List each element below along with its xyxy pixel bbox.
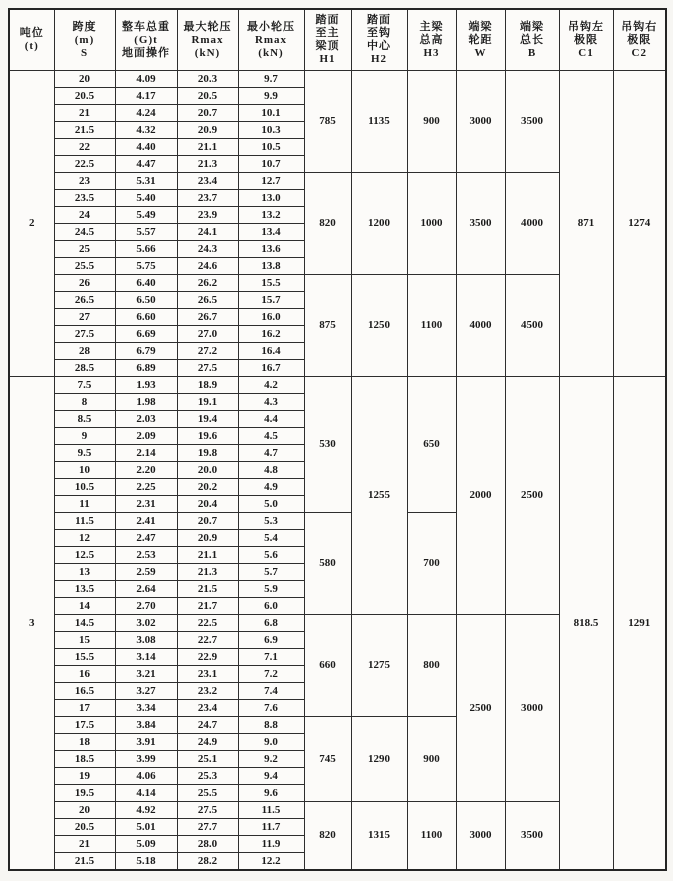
rmax-cell: 22.9: [177, 649, 238, 666]
table-row: [9, 71, 666, 88]
weight-cell: 5.01: [115, 819, 177, 836]
h2-merged-cell: 1275: [351, 615, 407, 717]
rmin-cell: 16.2: [238, 326, 304, 343]
column-header-span: [54, 9, 115, 71]
header-line: H2: [370, 53, 388, 65]
rmin-cell: 7.1: [238, 649, 304, 666]
tonnage-cell: 3: [9, 377, 54, 871]
rmax-cell: 19.8: [177, 445, 238, 462]
rmax-cell: 20.7: [177, 105, 238, 122]
rmin-cell: 5.4: [238, 530, 304, 547]
rmin-cell: 11.7: [238, 819, 304, 836]
weight-cell: 4.14: [115, 785, 177, 802]
weight-cell: 3.91: [115, 734, 177, 751]
weight-cell: 3.84: [115, 717, 177, 734]
rmin-cell: 10.5: [238, 139, 304, 156]
span-cell: 28: [54, 343, 115, 360]
weight-cell: 4.06: [115, 768, 177, 785]
w-merged-cell: 3000: [456, 71, 505, 173]
span-cell: 9.5: [54, 445, 115, 462]
rmin-cell: 16.4: [238, 343, 304, 360]
rmin-cell: 13.0: [238, 190, 304, 207]
header-line: 踏面: [315, 14, 340, 26]
rmax-cell: 28.0: [177, 836, 238, 853]
weight-cell: 3.14: [115, 649, 177, 666]
rmax-cell: 21.3: [177, 156, 238, 173]
span-cell: 25.5: [54, 258, 115, 275]
rmin-cell: 4.7: [238, 445, 304, 462]
b-merged-cell: 3500: [505, 802, 559, 871]
weight-cell: 2.14: [115, 445, 177, 462]
span-cell: 19.5: [54, 785, 115, 802]
weight-cell: 3.02: [115, 615, 177, 632]
rmax-cell: 25.5: [177, 785, 238, 802]
table-row: [9, 377, 666, 394]
rmin-cell: 12.2: [238, 853, 304, 871]
rmin-cell: 9.4: [238, 768, 304, 785]
column-header-h1: [304, 9, 351, 71]
column-header-weight: [115, 9, 177, 71]
rmin-cell: 11.5: [238, 802, 304, 819]
rmax-cell: 20.2: [177, 479, 238, 496]
rmax-cell: 27.5: [177, 360, 238, 377]
span-cell: 18: [54, 734, 115, 751]
rmax-cell: 23.2: [177, 683, 238, 700]
span-cell: 21.5: [54, 853, 115, 871]
header-line: 吊钩左: [568, 20, 604, 33]
span-cell: 21: [54, 105, 115, 122]
span-cell: 7.5: [54, 377, 115, 394]
rmax-cell: 23.9: [177, 207, 238, 224]
rmin-cell: 13.8: [238, 258, 304, 275]
span-cell: 15: [54, 632, 115, 649]
w-merged-cell: 3500: [456, 173, 505, 275]
column-header-h2: [351, 9, 407, 71]
weight-cell: 5.49: [115, 207, 177, 224]
weight-cell: 5.09: [115, 836, 177, 853]
span-cell: 17.5: [54, 717, 115, 734]
rmin-cell: 13.6: [238, 241, 304, 258]
rmin-cell: 4.4: [238, 411, 304, 428]
span-cell: 28.5: [54, 360, 115, 377]
rmax-cell: 20.4: [177, 496, 238, 513]
weight-cell: 6.79: [115, 343, 177, 360]
weight-cell: 6.60: [115, 309, 177, 326]
header-line: 轮距: [468, 33, 493, 46]
h1-merged-cell: 660: [304, 615, 351, 717]
span-cell: 16: [54, 666, 115, 683]
weight-cell: 2.03: [115, 411, 177, 428]
span-cell: 22.5: [54, 156, 115, 173]
weight-cell: 4.17: [115, 88, 177, 105]
weight-cell: 2.20: [115, 462, 177, 479]
rmax-cell: 27.0: [177, 326, 238, 343]
span-cell: 26.5: [54, 292, 115, 309]
header-line: 主梁: [419, 20, 444, 33]
rmin-cell: 10.7: [238, 156, 304, 173]
header-line: 踏面: [367, 14, 391, 26]
b-merged-cell: 4500: [505, 275, 559, 377]
rmax-cell: 20.7: [177, 513, 238, 530]
w-merged-cell: 2500: [456, 615, 505, 802]
b-merged-cell: 4000: [505, 173, 559, 275]
weight-cell: 1.93: [115, 377, 177, 394]
weight-cell: 3.34: [115, 700, 177, 717]
weight-cell: 5.66: [115, 241, 177, 258]
span-cell: 10.5: [54, 479, 115, 496]
rmin-cell: 5.0: [238, 496, 304, 513]
rmax-cell: 22.7: [177, 632, 238, 649]
header-line: 至主: [315, 27, 340, 39]
rmax-cell: 26.5: [177, 292, 238, 309]
span-cell: 11.5: [54, 513, 115, 530]
span-cell: 15.5: [54, 649, 115, 666]
h3-merged-cell: 900: [407, 717, 456, 802]
span-cell: 17: [54, 700, 115, 717]
h3-merged-cell: 1100: [407, 275, 456, 377]
w-merged-cell: 2000: [456, 377, 505, 615]
rmin-cell: 7.6: [238, 700, 304, 717]
column-header-h3: [407, 9, 456, 71]
header-line: H3: [423, 46, 440, 59]
rmax-cell: 25.3: [177, 768, 238, 785]
rmax-cell: 20.3: [177, 71, 238, 88]
spec-sheet: [8, 8, 667, 871]
rmax-cell: 26.2: [177, 275, 238, 292]
b-merged-cell: 3000: [505, 615, 559, 802]
rmax-cell: 27.2: [177, 343, 238, 360]
header-line: 至钩: [367, 27, 391, 39]
column-header-c2: [613, 9, 666, 71]
rmin-cell: 4.8: [238, 462, 304, 479]
weight-cell: 4.92: [115, 802, 177, 819]
header-line: 跨度: [72, 20, 97, 33]
weight-cell: 4.09: [115, 71, 177, 88]
rmin-cell: 7.2: [238, 666, 304, 683]
header-line: 地面操作: [122, 46, 170, 59]
rmin-cell: 5.3: [238, 513, 304, 530]
rmax-cell: 20.0: [177, 462, 238, 479]
header-line: W: [474, 46, 487, 59]
h3-merged-cell: 1100: [407, 802, 456, 871]
table-body: [9, 71, 666, 871]
weight-cell: 4.47: [115, 156, 177, 173]
rmin-cell: 10.1: [238, 105, 304, 122]
span-cell: 27: [54, 309, 115, 326]
h3-merged-cell: 800: [407, 615, 456, 717]
rmax-cell: 21.5: [177, 581, 238, 598]
header-line: S: [80, 46, 89, 59]
h1-merged-cell: 745: [304, 717, 351, 802]
rmax-cell: 25.1: [177, 751, 238, 768]
span-cell: 18.5: [54, 751, 115, 768]
header-line: (G)t: [134, 33, 158, 46]
weight-cell: 6.69: [115, 326, 177, 343]
header-line: 总高: [419, 33, 444, 46]
rmin-cell: 4.5: [238, 428, 304, 445]
h1-merged-cell: 820: [304, 802, 351, 871]
weight-cell: 5.57: [115, 224, 177, 241]
rmax-cell: 24.1: [177, 224, 238, 241]
weight-cell: 4.32: [115, 122, 177, 139]
weight-cell: 5.40: [115, 190, 177, 207]
rmax-cell: 27.5: [177, 802, 238, 819]
rmax-cell: 21.1: [177, 547, 238, 564]
h2-merged-cell: 1255: [351, 377, 407, 615]
column-header-w: [456, 9, 505, 71]
weight-cell: 5.18: [115, 853, 177, 871]
column-header-rmax: [177, 9, 238, 71]
header-line: (m): [74, 33, 95, 46]
span-cell: 13.5: [54, 581, 115, 598]
weight-cell: 2.59: [115, 564, 177, 581]
h3-merged-cell: 1000: [407, 173, 456, 275]
h2-merged-cell: 1250: [351, 275, 407, 377]
rmax-cell: 24.6: [177, 258, 238, 275]
rmin-cell: 9.9: [238, 88, 304, 105]
column-header-b: [505, 9, 559, 71]
span-cell: 26: [54, 275, 115, 292]
weight-cell: 2.41: [115, 513, 177, 530]
rmin-cell: 13.2: [238, 207, 304, 224]
weight-cell: 2.53: [115, 547, 177, 564]
span-cell: 9: [54, 428, 115, 445]
header-line: C1: [578, 46, 594, 59]
span-cell: 23: [54, 173, 115, 190]
c2-cell: 1291: [613, 377, 666, 871]
header-line: H1: [319, 53, 336, 65]
h2-merged-cell: 1315: [351, 802, 407, 871]
rmin-cell: 4.9: [238, 479, 304, 496]
header-line: C2: [631, 46, 647, 59]
weight-cell: 2.70: [115, 598, 177, 615]
weight-cell: 2.47: [115, 530, 177, 547]
w-merged-cell: 4000: [456, 275, 505, 377]
crane-spec-table: [8, 8, 667, 871]
header-line: (t): [24, 40, 39, 52]
h3-merged-cell: 900: [407, 71, 456, 173]
rmax-cell: 27.7: [177, 819, 238, 836]
weight-cell: 6.89: [115, 360, 177, 377]
h2-merged-cell: 1135: [351, 71, 407, 173]
span-cell: 20.5: [54, 88, 115, 105]
column-header-rmin: [238, 9, 304, 71]
rmin-cell: 16.0: [238, 309, 304, 326]
rmin-cell: 6.9: [238, 632, 304, 649]
rmax-cell: 22.5: [177, 615, 238, 632]
c2-cell: 1274: [613, 71, 666, 377]
header-line: 最小轮压: [247, 20, 295, 33]
span-cell: 21.5: [54, 122, 115, 139]
rmax-cell: 20.5: [177, 88, 238, 105]
span-cell: 13: [54, 564, 115, 581]
header-line: 中心: [367, 40, 391, 52]
weight-cell: 2.09: [115, 428, 177, 445]
weight-cell: 3.08: [115, 632, 177, 649]
rmax-cell: 28.2: [177, 853, 238, 871]
weight-cell: 6.40: [115, 275, 177, 292]
column-header-tonnage: [9, 9, 54, 71]
rmin-cell: 6.0: [238, 598, 304, 615]
h2-merged-cell: 1290: [351, 717, 407, 802]
rmin-cell: 6.8: [238, 615, 304, 632]
rmin-cell: 13.4: [238, 224, 304, 241]
rmax-cell: 24.3: [177, 241, 238, 258]
rmax-cell: 23.4: [177, 173, 238, 190]
weight-cell: 2.31: [115, 496, 177, 513]
span-cell: 12.5: [54, 547, 115, 564]
rmin-cell: 7.4: [238, 683, 304, 700]
header-line: (kN): [194, 46, 221, 59]
span-cell: 27.5: [54, 326, 115, 343]
rmin-cell: 9.0: [238, 734, 304, 751]
span-cell: 20: [54, 71, 115, 88]
rmin-cell: 4.3: [238, 394, 304, 411]
rmax-cell: 18.9: [177, 377, 238, 394]
rmax-cell: 20.9: [177, 122, 238, 139]
weight-cell: 4.40: [115, 139, 177, 156]
weight-cell: 3.27: [115, 683, 177, 700]
header-line: 最大轮压: [183, 20, 232, 33]
table-header: [9, 9, 666, 71]
rmax-cell: 23.7: [177, 190, 238, 207]
rmax-cell: 19.6: [177, 428, 238, 445]
span-cell: 20.5: [54, 819, 115, 836]
header-line: 整车总重: [122, 20, 170, 33]
rmax-cell: 24.9: [177, 734, 238, 751]
header-line: Rmax: [254, 33, 288, 46]
span-cell: 12: [54, 530, 115, 547]
span-cell: 11: [54, 496, 115, 513]
rmax-cell: 19.4: [177, 411, 238, 428]
b-merged-cell: 3500: [505, 71, 559, 173]
w-merged-cell: 3000: [456, 802, 505, 871]
weight-cell: 3.99: [115, 751, 177, 768]
span-cell: 25: [54, 241, 115, 258]
rmin-cell: 15.5: [238, 275, 304, 292]
weight-cell: 5.31: [115, 173, 177, 190]
span-cell: 16.5: [54, 683, 115, 700]
rmin-cell: 5.6: [238, 547, 304, 564]
header-line: (kN): [258, 46, 284, 59]
h1-merged-cell: 820: [304, 173, 351, 275]
header-line: Rmax: [191, 33, 224, 46]
rmax-cell: 23.4: [177, 700, 238, 717]
rmax-cell: 21.3: [177, 564, 238, 581]
rmax-cell: 21.1: [177, 139, 238, 156]
header-line: 梁顶: [315, 40, 340, 52]
rmin-cell: 9.2: [238, 751, 304, 768]
header-row: [9, 9, 666, 71]
b-merged-cell: 2500: [505, 377, 559, 615]
tonnage-cell: 2: [9, 71, 54, 377]
h2-merged-cell: 1200: [351, 173, 407, 275]
c1-cell: 871: [559, 71, 613, 377]
rmin-cell: 5.9: [238, 581, 304, 598]
rmax-cell: 24.7: [177, 717, 238, 734]
rmax-cell: 20.9: [177, 530, 238, 547]
span-cell: 8.5: [54, 411, 115, 428]
rmin-cell: 5.7: [238, 564, 304, 581]
h1-merged-cell: 530: [304, 377, 351, 513]
header-line: 吊钩右: [621, 20, 658, 33]
header-line: 吨位: [19, 27, 44, 39]
rmin-cell: 9.7: [238, 71, 304, 88]
h3-merged-cell: 650: [407, 377, 456, 513]
weight-cell: 2.64: [115, 581, 177, 598]
span-cell: 24: [54, 207, 115, 224]
column-header-c1: [559, 9, 613, 71]
h3-merged-cell: 700: [407, 513, 456, 615]
weight-cell: 6.50: [115, 292, 177, 309]
rmin-cell: 16.7: [238, 360, 304, 377]
span-cell: 20: [54, 802, 115, 819]
span-cell: 22: [54, 139, 115, 156]
header-line: 极限: [574, 33, 598, 46]
h1-merged-cell: 785: [304, 71, 351, 173]
header-line: B: [527, 46, 537, 59]
rmax-cell: 23.1: [177, 666, 238, 683]
span-cell: 21: [54, 836, 115, 853]
header-line: 端梁: [468, 20, 493, 33]
rmin-cell: 12.7: [238, 173, 304, 190]
rmax-cell: 26.7: [177, 309, 238, 326]
rmin-cell: 9.6: [238, 785, 304, 802]
c1-cell: 818.5: [559, 377, 613, 871]
rmin-cell: 4.2: [238, 377, 304, 394]
rmin-cell: 10.3: [238, 122, 304, 139]
weight-cell: 2.25: [115, 479, 177, 496]
rmin-cell: 8.8: [238, 717, 304, 734]
header-line: 总长: [520, 33, 544, 46]
weight-cell: 4.24: [115, 105, 177, 122]
h1-merged-cell: 580: [304, 513, 351, 615]
h1-merged-cell: 875: [304, 275, 351, 377]
header-line: 极限: [627, 33, 652, 46]
span-cell: 14.5: [54, 615, 115, 632]
weight-cell: 5.75: [115, 258, 177, 275]
rmax-cell: 21.7: [177, 598, 238, 615]
span-cell: 8: [54, 394, 115, 411]
span-cell: 14: [54, 598, 115, 615]
rmax-cell: 19.1: [177, 394, 238, 411]
span-cell: 23.5: [54, 190, 115, 207]
weight-cell: 1.98: [115, 394, 177, 411]
span-cell: 19: [54, 768, 115, 785]
span-cell: 10: [54, 462, 115, 479]
rmin-cell: 15.7: [238, 292, 304, 309]
rmin-cell: 11.9: [238, 836, 304, 853]
span-cell: 24.5: [54, 224, 115, 241]
weight-cell: 3.21: [115, 666, 177, 683]
header-line: 端梁: [520, 20, 544, 33]
